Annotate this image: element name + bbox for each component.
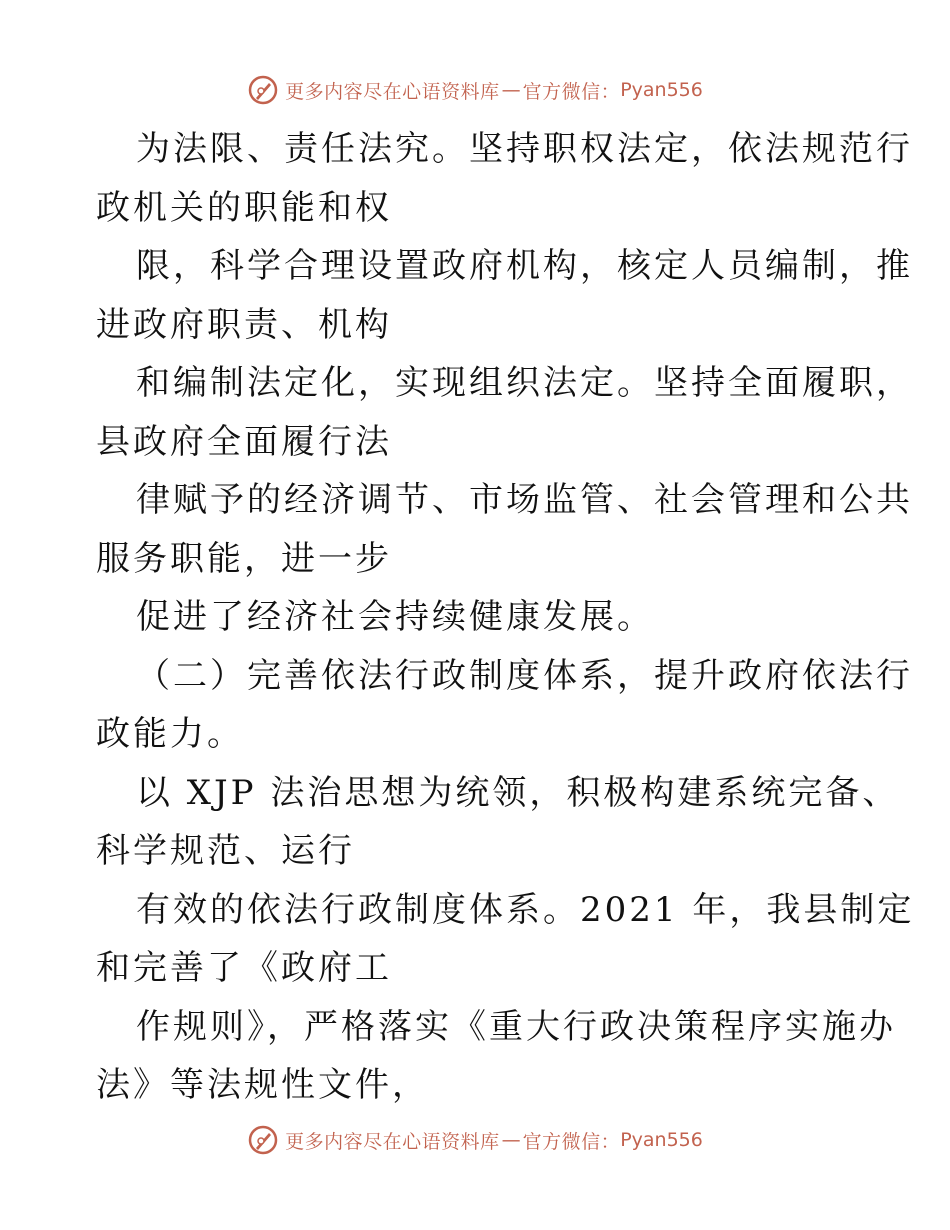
body-text-line: 为法限、责任法究。坚持职权法定，依法规范行 bbox=[136, 129, 913, 169]
body-text-line: 有效的依法行政制度体系。2021 年，我县制定 bbox=[136, 889, 915, 930]
watermark-text: 更多内容尽在心语资料库 bbox=[285, 80, 500, 103]
footer-watermark bbox=[0, 1120, 950, 1160]
body-text-line: 律赋予的经济调节、市场监管、社会管理和公共 bbox=[136, 480, 913, 520]
document-body bbox=[96, 120, 915, 1115]
body-text-line: 和完善了《政府工 bbox=[96, 948, 392, 988]
body-text-line: 限，科学合理设置政府机构，核定人员编制，推 bbox=[136, 246, 913, 286]
body-text-line: （二）完善依法行政制度体系，提升政府依法行 bbox=[136, 655, 913, 696]
header-watermark bbox=[0, 70, 950, 110]
body-text-line: 和编制法定化，实现组织法定。坚持全面履职， bbox=[136, 363, 913, 403]
quill-circle-icon bbox=[247, 1124, 279, 1156]
body-text-line: 进政府职责、机构 bbox=[96, 304, 392, 345]
body-text-line: 科学规范、运行 bbox=[96, 831, 355, 871]
watermark-separator: — bbox=[501, 1129, 521, 1151]
watermark-id: Pyan556 bbox=[620, 1129, 703, 1151]
body-text-line: 政机关的职能和权 bbox=[96, 187, 392, 228]
body-text-line: 以 XJP 法治思想为统领，积极构建系统完备、 bbox=[136, 772, 900, 813]
watermark-separator: — bbox=[501, 79, 521, 101]
body-text-line: 政能力。 bbox=[96, 714, 244, 754]
body-text-line: 法》等法规性文件， bbox=[96, 1065, 429, 1105]
body-text-line: 作规则》，严格落实《重大行政决策程序实施办 bbox=[136, 1006, 896, 1047]
watermark-text: 更多内容尽在心语资料库 bbox=[285, 1130, 500, 1153]
watermark-label: 官方微信： bbox=[522, 1130, 621, 1153]
watermark-label: 官方微信： bbox=[522, 80, 621, 103]
body-text-line: 县政府全面履行法 bbox=[96, 421, 392, 462]
body-text-line: 服务职能，进一步 bbox=[96, 538, 392, 579]
body-text-line: 促进了经济社会持续健康发展。 bbox=[136, 597, 654, 637]
quill-circle-icon bbox=[247, 74, 279, 106]
watermark-id: Pyan556 bbox=[620, 79, 703, 101]
